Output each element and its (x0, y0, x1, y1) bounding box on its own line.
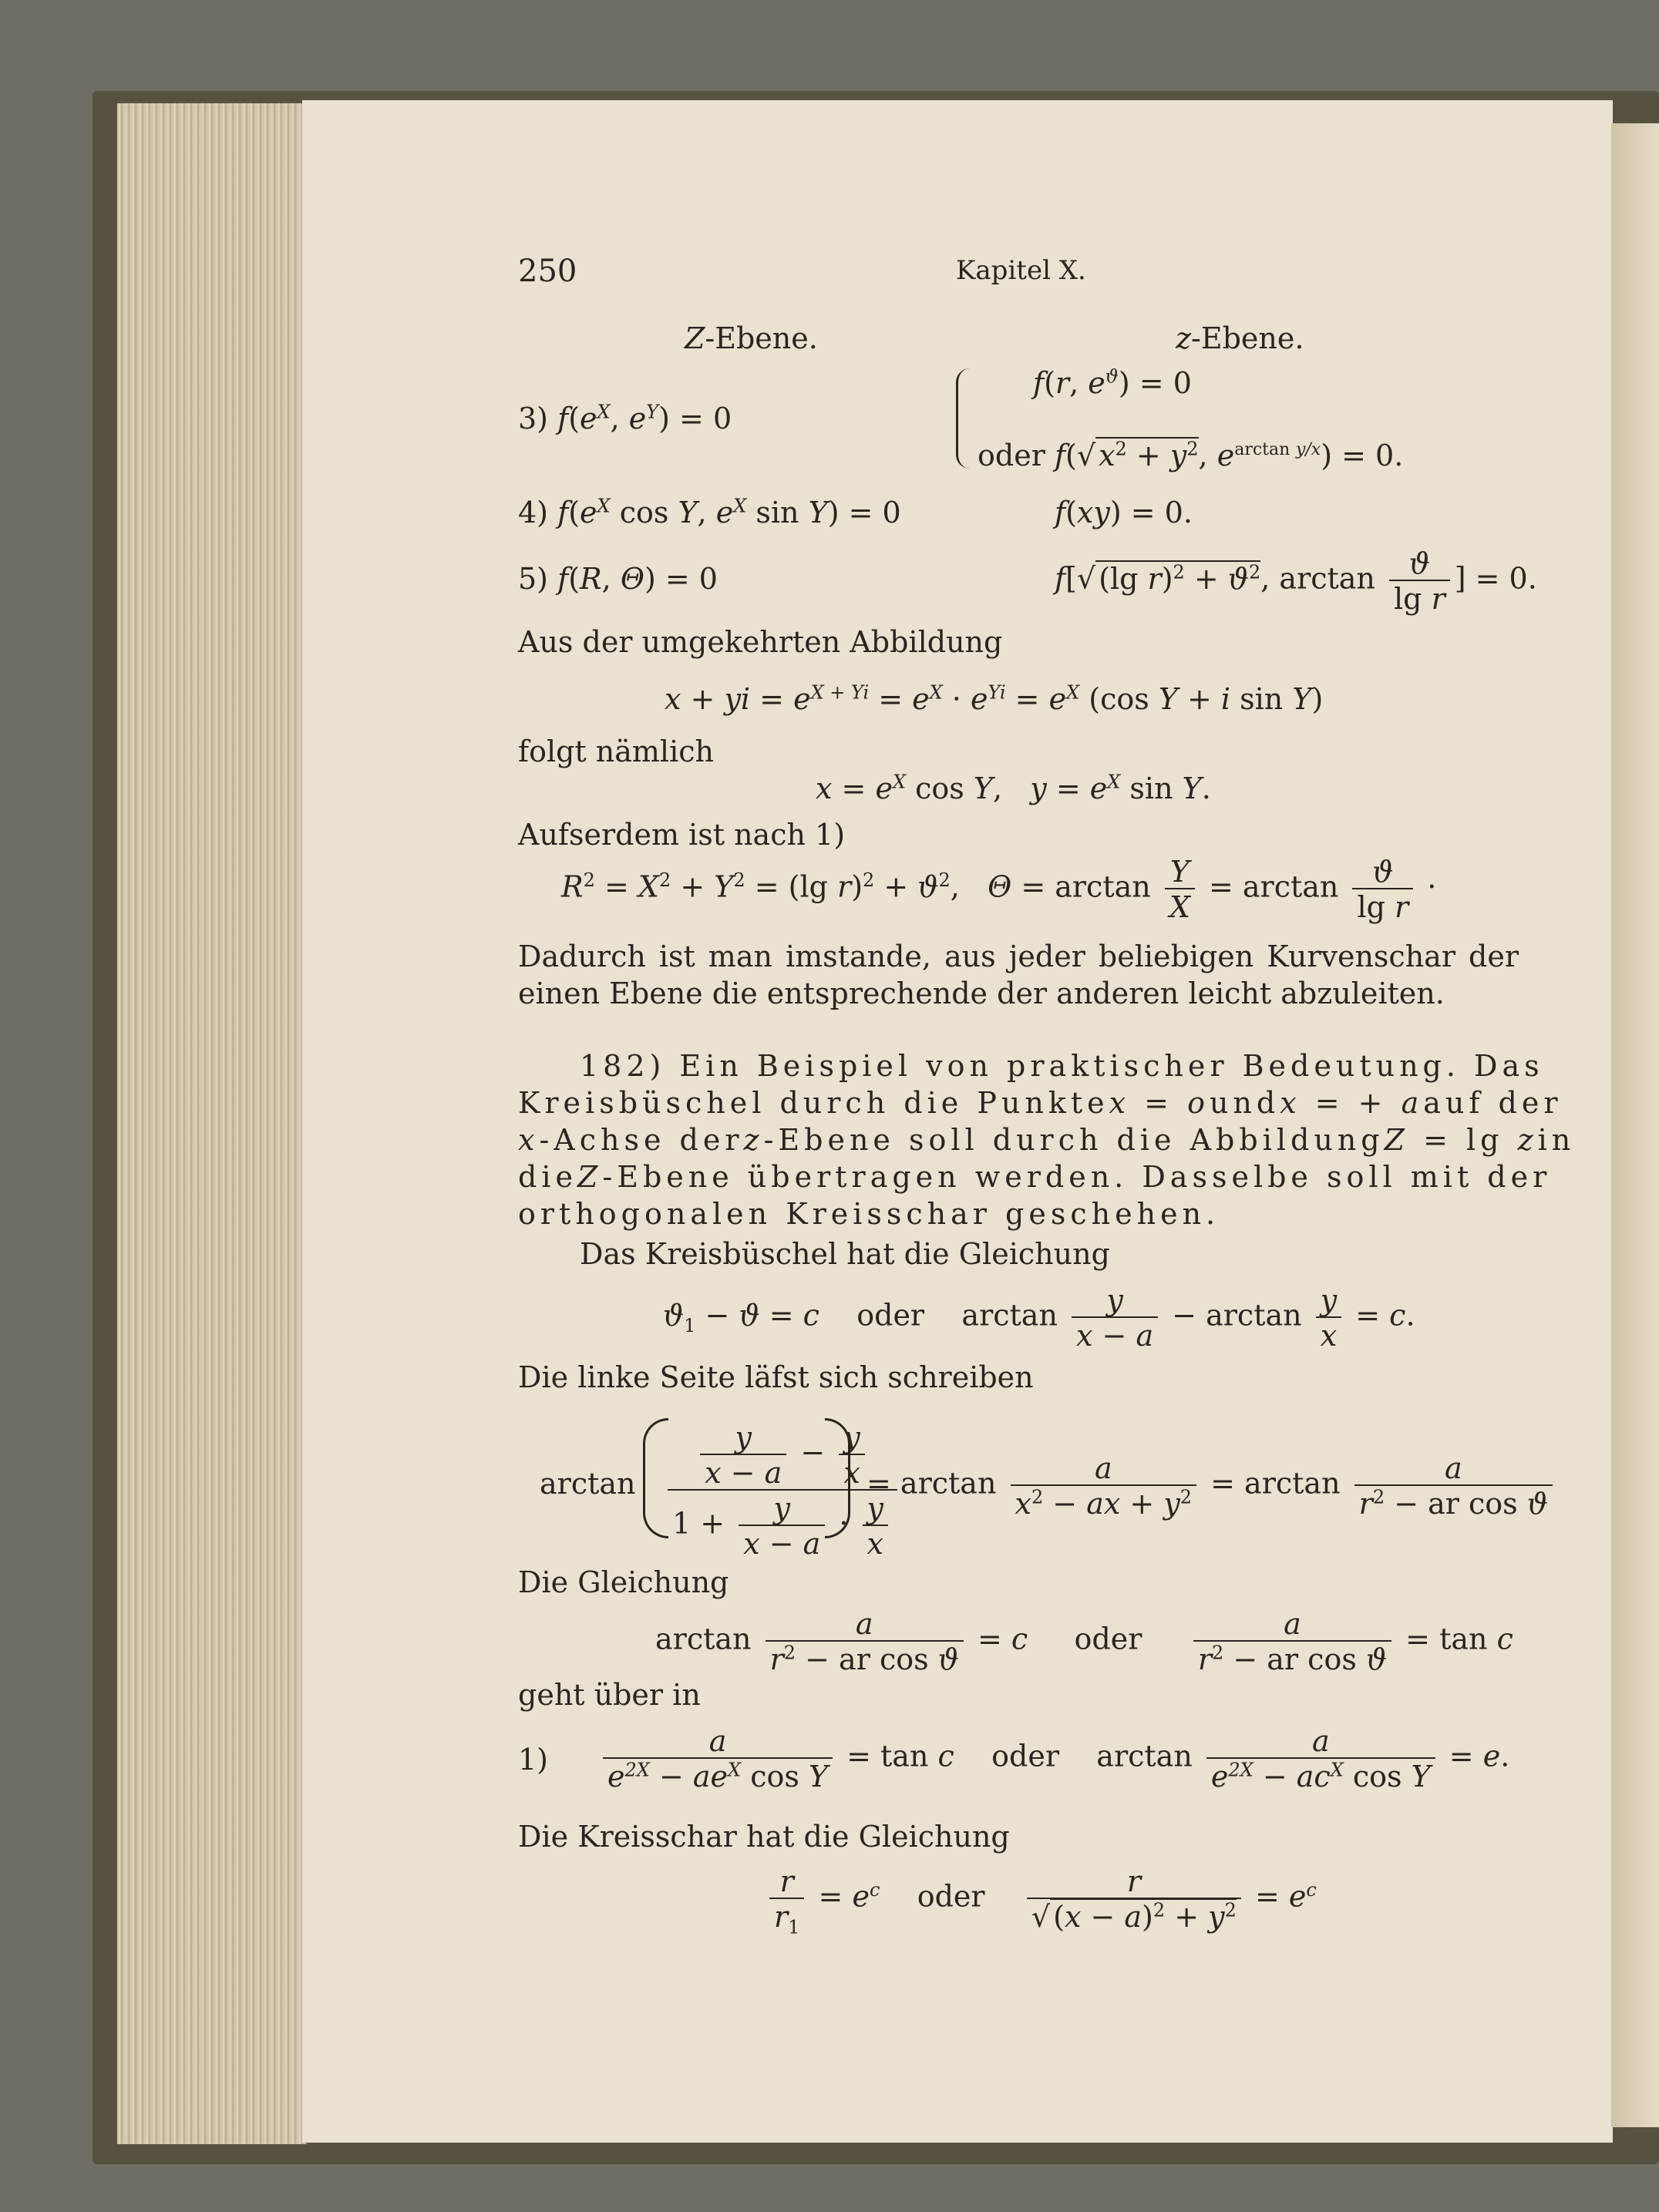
text-gleichung: Das Kreisbüschel hat die Gleichung (580, 1237, 1110, 1271)
equation-row-5-left: 5) f(R, Θ) = 0 (518, 562, 718, 596)
equation-row-4-left: 4) $f(e^X$ cos Y, $e^X$ sin Y) = 0 (518, 495, 901, 529)
equation-arctan-simplified: = arctan $\frac{a}{x^2 - ax + y^2}$ = arctan $\frac{a}{r^2 - ar \cos ϑ}$ (867, 1454, 1557, 1518)
label-arctan-big: arctan (540, 1467, 636, 1501)
equation-row-3-left: 3) $f(e^X$, $e^Y) = 0$ (518, 401, 732, 435)
equation-kreisbuschel: $ϑ_1 - ϑ = c$ oder arctan $\frac{y}{x - a}$ − arctan $\frac{y}{x}$ = c. (663, 1283, 1415, 1353)
equation-row-3-right-a: f(r, $e^ϑ) = 0$ (1033, 365, 1192, 400)
paragraph-dadurch-line-2: einen Ebene die entsprechende der anderen leicht abzuleiten. (518, 977, 1445, 1010)
equation-kreisschar: $\frac{r}{r_1}$ = $e^c$ oder $\frac{r}{√ (x - a)^2 + y^2}$ = $e^c$ (765, 1867, 1317, 1931)
page-number: 250 (518, 254, 577, 289)
equation-arctan-compound: $\frac{y}{x - a}$ − $\frac{y}{x}$ 1 + $\frac{y}{x - a}$ · $\frac{y}{x}$ (668, 1423, 897, 1558)
label-equation-1: 1) (518, 1743, 549, 1777)
equation-exponential: x + yi = $e^{X + Yi} = e^X \cdot e^{Yi} = e^X$ (cos Y + i sin Y) (665, 681, 1324, 716)
text-kreisschar: Die Kreisschar hat die Gleichung (518, 1820, 1010, 1854)
equation-row-5-right: f[√ (lg $r)^2 + ϑ^2$, arctan $\frac{ϑ}{\text{lg r}}$ ] = 0. (1055, 546, 1537, 616)
right-paren (825, 1418, 850, 1538)
equation-1: $\frac{a}{e^{2X} - ae^X \cos Y}$ = tan c oder arctan $\frac{a}{e^{2X} - ac^X \cos Y}$ = e. (598, 1726, 1509, 1791)
equation-arctan-c: arctan $\frac{a}{r^2 - ar \cos ϑ}$ = c oder $\frac{a}{r^2 - ar \cos ϑ}$ = tan c (655, 1607, 1513, 1676)
curly-brace (956, 368, 978, 469)
text-ausserdem: Aufserdem ist nach 1) (518, 818, 846, 852)
equation-x-y: $x = e^X$ cos Y, $y = e^X$ sin Y. (816, 771, 1211, 805)
page-edges (117, 103, 307, 2144)
paragraph-182-line-2: Kreisbüschel durch die Punkte x = o und x = + a auf der (518, 1086, 1563, 1120)
paragraph-182-line-1: 182) Ein Beispiel von praktischer Bedeutung. Das (580, 1049, 1544, 1083)
paragraph-dadurch-line-1: Dadurch ist man imstande, aus jeder beliebigen Kurvenschar der (518, 940, 1519, 973)
equation-row-3-right-b: oder f(√ $x^2 + y^2$, $e^{arctan y/x}) = 0$. (978, 438, 1404, 472)
equation-r-theta: $R^2 = X^2 + Y^2 = (\lg$ $r)^2 + ϑ^2$, Θ = arctan $\frac{Y}{X}$ = arctan $\frac{ϑ}{\text{lg r}}$ · (561, 855, 1437, 924)
equation-row-4-right: f(xy) = 0. (1055, 496, 1193, 529)
text-linke-seite: Die linke Seite läfst sich schreiben (518, 1360, 1034, 1394)
text-aus-der: Aus der umgekehrten Abbildung (518, 625, 1003, 659)
left-paren (643, 1418, 668, 1538)
text-die-gleichung: Die Gleichung (518, 1565, 729, 1599)
paragraph-182-line-5: orthogonalen Kreisschar geschehen. (518, 1197, 1220, 1231)
paragraph-182-line-4: die Z-Ebene übertragen werden. Dasselbe soll mit der (518, 1160, 1552, 1194)
text-folgt: folgt nämlich (518, 735, 714, 768)
paragraph-182-line-3: x-Achse der z-Ebene soll durch die Abbildung Z = lg z in (518, 1123, 1576, 1157)
running-title: Kapitel X. (956, 255, 1086, 286)
column-heading-right: z-Ebene. (1176, 321, 1304, 355)
text-geht-ueber: geht über in (518, 1678, 701, 1712)
facing-page-edge (1611, 123, 1659, 2127)
column-heading-left: Z-Ebene. (685, 321, 818, 355)
